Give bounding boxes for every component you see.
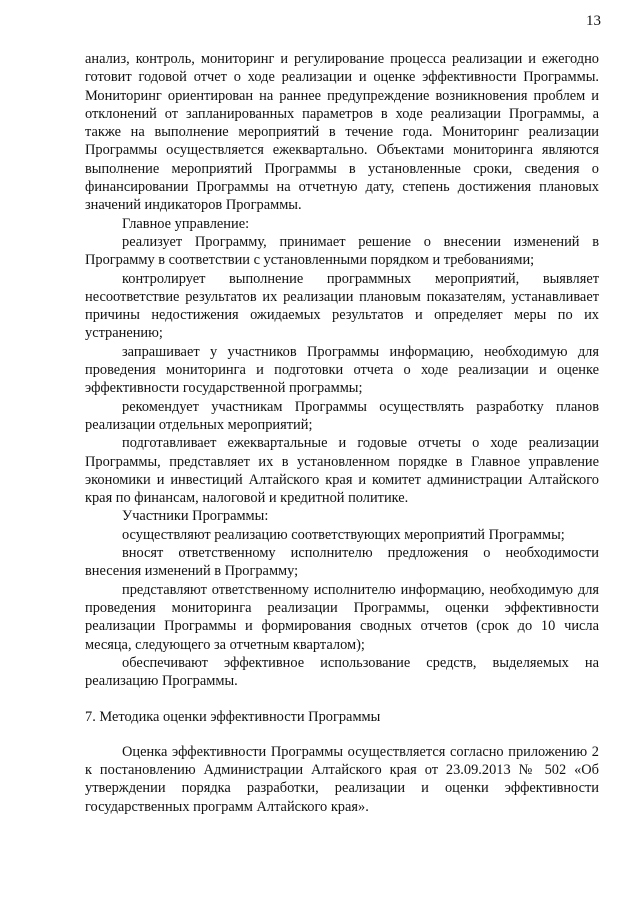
paragraph-participants: Участники Программы: (122, 508, 269, 525)
paragraph-provide-info: представляют ответственному исполнителю информацию, необходимую для проведения мониторинга реализации Программы, оценки эффективности реализации Программы и формирования сводных отчетов (срок до 10 числа месяца, следующего за отчетным кварталом); (85, 581, 599, 653)
paragraph-requests: запрашивает у участников Программы информацию, необходимую для проведения мониторинга и подготовки отчета о ходе реализации и оценке эффективности государственной программы; (85, 343, 599, 397)
section-heading: 7. Методика оценки эффективности Программы (85, 709, 381, 726)
paragraph-ensure-use: обеспечивают эффективное использование средств, выделяемых на реализацию Программы. (85, 654, 599, 690)
paragraph-controls: контролирует выполнение программных мероприятий, выявляет несоответствие результатов их реализации плановым показателям, устанавливает причины недостижения ожидаемых результатов и определяет меры по их устранению; (85, 270, 599, 342)
page-number: 13 (586, 13, 601, 29)
paragraph-prepares-reports: подготавливает ежеквартальные и годовые отчеты о ходе реализации Программы, представляет их в установленном порядке в Главное управление экономики и инвестиций Алтайского края и комитет администрации Алтайского края по финансам, налоговой и кредитной политике. (85, 435, 599, 507)
paragraph-submit-proposals: вносят ответственному исполнителю предложения о необходимости внесения изменений в Программу; (85, 545, 599, 580)
paragraph-recommends: рекомендует участникам Программы осуществлять разработку планов реализации отдельных мероприятий; (85, 398, 599, 433)
paragraph-monitoring: анализ, контроль, мониторинг и регулирование процесса реализации и ежегодно готовит годовой отчет о ходе реализации и оценке эффективности Программы. Мониторинг ориентирован на раннее предупреждение возникновения проблем и отклонений от запланированных параметров в ходе реализации Программы, а также на выполнение мероприятий в течение года. Мониторинг реализации Программы осуществляется ежеквартально. Объектами мониторинга являются выполнение мероприятий Программы в установленные сроки, сведения о финансировании Программы на отчетную дату, степень достижения плановых значений индикаторов Программы. (85, 51, 599, 214)
paragraph-main-directorate: Главное управление: (122, 215, 250, 232)
document-body (85, 50, 599, 816)
paragraph-carry-out: осуществляют реализацию соответствующих мероприятий Программы; (122, 526, 565, 543)
paragraph-implements: реализует Программу, принимает решение о внесении изменений в Программу в соответствии с установленными порядком и требованиями; (85, 233, 599, 269)
paragraph-evaluation: Оценка эффективности Программы осуществляется согласно приложению 2 к постановлению Администрации Алтайского края от 23.09.2013 № 502 «Об утверждении порядка разработки, реализации и оценки эффективности государственных программ Алтайского края». (85, 743, 599, 815)
